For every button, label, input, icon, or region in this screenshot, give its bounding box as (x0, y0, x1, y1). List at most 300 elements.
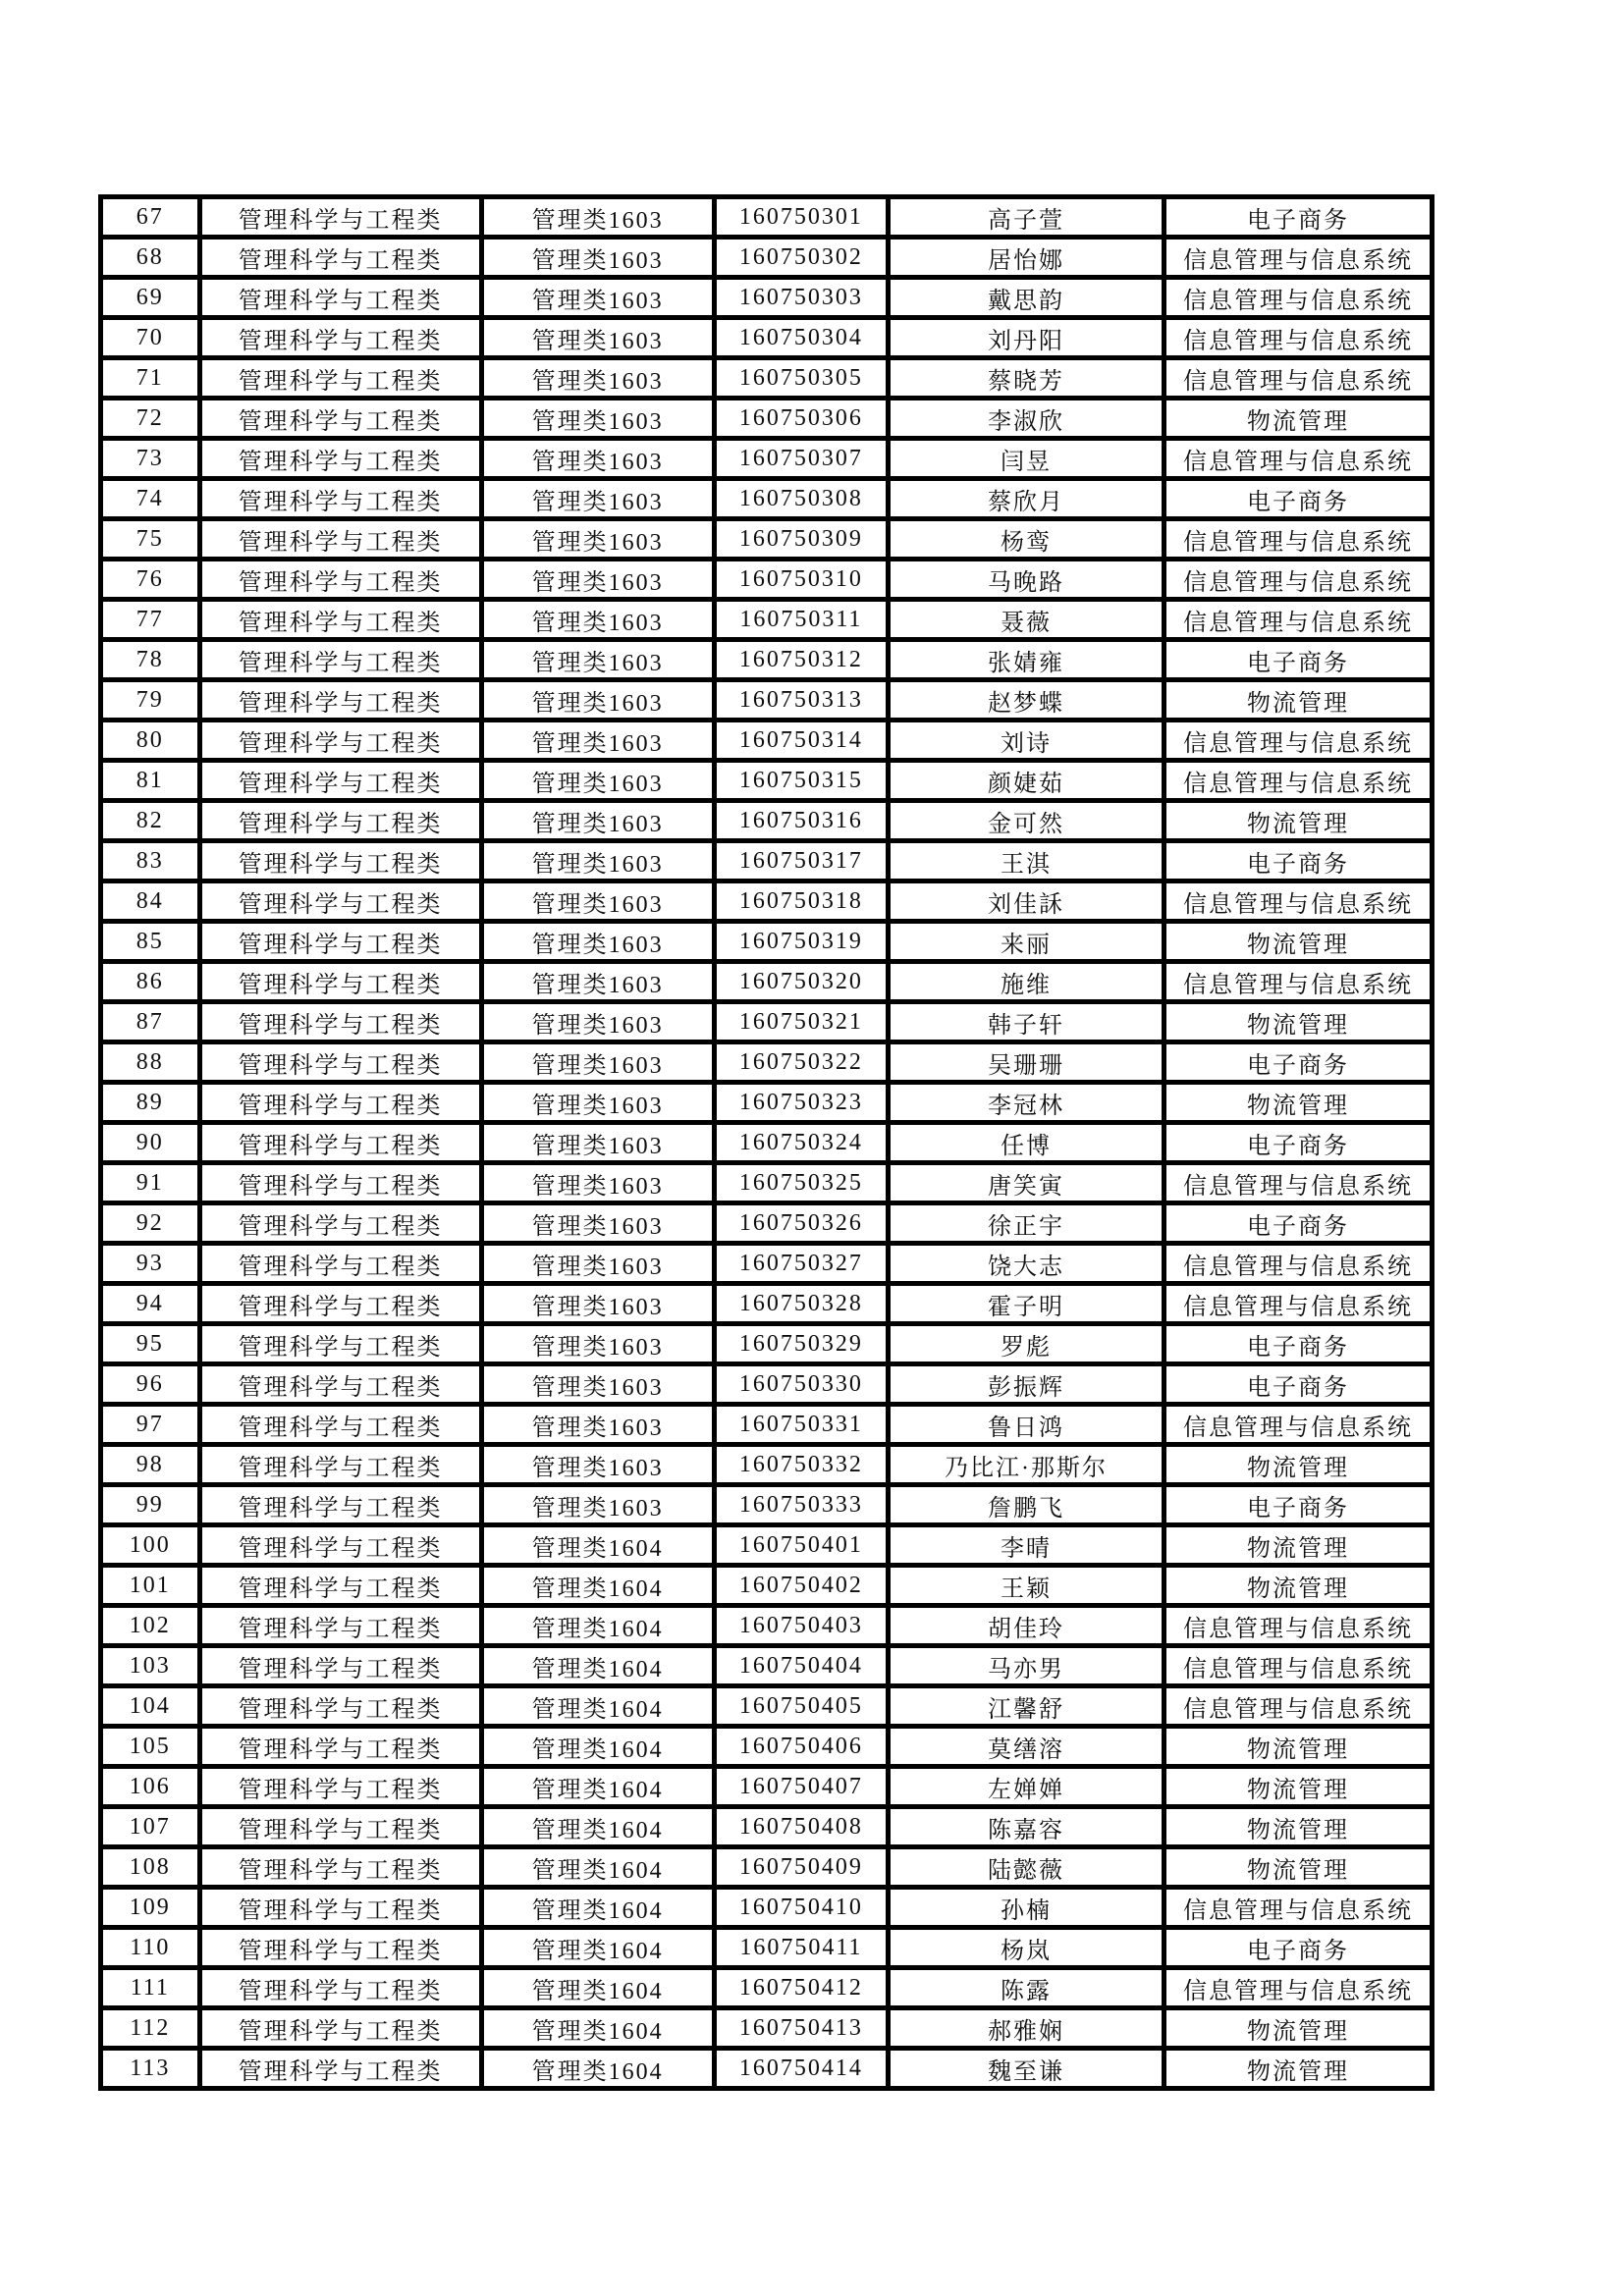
cell-student-id: 160750327 (714, 1244, 888, 1284)
table-row (101, 197, 1433, 238)
cell-row-number: 79 (101, 680, 200, 721)
cell-name: 杨鸾 (889, 519, 1164, 560)
cell-name: 江馨舒 (889, 1686, 1164, 1727)
cell-student-id: 160750322 (714, 1042, 888, 1083)
table-row (101, 640, 1433, 680)
cell-class: 管理类1603 (481, 318, 714, 358)
cell-class: 管理类1603 (481, 1083, 714, 1123)
cell-student-id: 160750307 (714, 439, 888, 479)
cell-student-id: 160750309 (714, 519, 888, 560)
table-body (101, 197, 1433, 2089)
cell-name: 颜婕茹 (889, 761, 1164, 801)
cell-category: 管理科学与工程类 (199, 1364, 481, 1405)
cell-row-number: 69 (101, 278, 200, 318)
cell-row-number: 98 (101, 1445, 200, 1485)
table-row (101, 1606, 1433, 1646)
cell-category: 管理科学与工程类 (199, 560, 481, 600)
cell-major: 信息管理与信息系统 (1164, 358, 1433, 399)
cell-name: 罗彪 (889, 1324, 1164, 1364)
cell-category: 管理科学与工程类 (199, 358, 481, 399)
cell-row-number: 104 (101, 1686, 200, 1727)
cell-category: 管理科学与工程类 (199, 922, 481, 962)
cell-major: 信息管理与信息系统 (1164, 1405, 1433, 1445)
cell-name: 霍子明 (889, 1284, 1164, 1324)
cell-row-number: 84 (101, 881, 200, 922)
cell-student-id: 160750413 (714, 2008, 888, 2049)
cell-major: 信息管理与信息系统 (1164, 318, 1433, 358)
cell-row-number: 108 (101, 1847, 200, 1888)
cell-class: 管理类1604 (481, 1727, 714, 1767)
cell-major: 物流管理 (1164, 801, 1433, 841)
cell-category: 管理科学与工程类 (199, 1606, 481, 1646)
cell-student-id: 160750330 (714, 1364, 888, 1405)
cell-category: 管理科学与工程类 (199, 479, 481, 519)
cell-category: 管理科学与工程类 (199, 238, 481, 278)
table-row (101, 1002, 1433, 1042)
cell-row-number: 95 (101, 1324, 200, 1364)
cell-name: 陆懿薇 (889, 1847, 1164, 1888)
cell-major: 信息管理与信息系统 (1164, 761, 1433, 801)
cell-student-id: 160750401 (714, 1525, 888, 1566)
cell-student-id: 160750328 (714, 1284, 888, 1324)
cell-class: 管理类1604 (481, 1686, 714, 1727)
cell-row-number: 67 (101, 197, 200, 238)
cell-name: 李晴 (889, 1525, 1164, 1566)
cell-name: 施维 (889, 962, 1164, 1002)
cell-row-number: 68 (101, 238, 200, 278)
cell-class: 管理类1603 (481, 801, 714, 841)
cell-name: 乃比江·那斯尔 (889, 1445, 1164, 1485)
cell-student-id: 160750405 (714, 1686, 888, 1727)
cell-category: 管理科学与工程类 (199, 1163, 481, 1203)
cell-category: 管理科学与工程类 (199, 1324, 481, 1364)
table-row (101, 1646, 1433, 1686)
cell-category: 管理科学与工程类 (199, 2008, 481, 2049)
cell-category: 管理科学与工程类 (199, 1646, 481, 1686)
cell-row-number: 105 (101, 1727, 200, 1767)
table-row (101, 1083, 1433, 1123)
cell-category: 管理科学与工程类 (199, 761, 481, 801)
table-row (101, 2049, 1433, 2089)
cell-student-id: 160750311 (714, 600, 888, 640)
cell-row-number: 102 (101, 1606, 200, 1646)
cell-class: 管理类1604 (481, 2049, 714, 2089)
cell-student-id: 160750329 (714, 1324, 888, 1364)
cell-major: 信息管理与信息系统 (1164, 278, 1433, 318)
cell-name: 左婵婵 (889, 1767, 1164, 1807)
cell-student-id: 160750331 (714, 1405, 888, 1445)
table-row (101, 1767, 1433, 1807)
cell-class: 管理类1603 (481, 1163, 714, 1203)
cell-category: 管理科学与工程类 (199, 1968, 481, 2008)
table-row (101, 479, 1433, 519)
cell-student-id: 160750414 (714, 2049, 888, 2089)
cell-name: 陈露 (889, 1968, 1164, 2008)
cell-category: 管理科学与工程类 (199, 721, 481, 761)
cell-row-number: 101 (101, 1566, 200, 1606)
cell-category: 管理科学与工程类 (199, 1002, 481, 1042)
cell-row-number: 90 (101, 1123, 200, 1163)
cell-category: 管理科学与工程类 (199, 1807, 481, 1847)
cell-major: 电子商务 (1164, 479, 1433, 519)
cell-name: 张婧雍 (889, 640, 1164, 680)
cell-student-id: 160750402 (714, 1566, 888, 1606)
cell-class: 管理类1604 (481, 1888, 714, 1928)
cell-major: 信息管理与信息系统 (1164, 1163, 1433, 1203)
cell-major: 信息管理与信息系统 (1164, 881, 1433, 922)
cell-major: 电子商务 (1164, 1324, 1433, 1364)
cell-major: 物流管理 (1164, 1847, 1433, 1888)
cell-category: 管理科学与工程类 (199, 278, 481, 318)
cell-student-id: 160750308 (714, 479, 888, 519)
cell-row-number: 109 (101, 1888, 200, 1928)
cell-name: 胡佳玲 (889, 1606, 1164, 1646)
cell-class: 管理类1604 (481, 1847, 714, 1888)
cell-major: 信息管理与信息系统 (1164, 962, 1433, 1002)
table-row (101, 680, 1433, 721)
cell-category: 管理科学与工程类 (199, 600, 481, 640)
cell-row-number: 81 (101, 761, 200, 801)
cell-student-id: 160750407 (714, 1767, 888, 1807)
cell-name: 魏至谦 (889, 2049, 1164, 2089)
cell-major: 信息管理与信息系统 (1164, 1284, 1433, 1324)
cell-category: 管理科学与工程类 (199, 1445, 481, 1485)
cell-major: 信息管理与信息系统 (1164, 1686, 1433, 1727)
cell-major: 信息管理与信息系统 (1164, 519, 1433, 560)
cell-major: 物流管理 (1164, 1807, 1433, 1847)
cell-major: 电子商务 (1164, 640, 1433, 680)
cell-row-number: 74 (101, 479, 200, 519)
cell-category: 管理科学与工程类 (199, 1284, 481, 1324)
cell-class: 管理类1603 (481, 1203, 714, 1244)
cell-category: 管理科学与工程类 (199, 1123, 481, 1163)
cell-student-id: 160750313 (714, 680, 888, 721)
cell-name: 鲁日鸿 (889, 1405, 1164, 1445)
cell-class: 管理类1603 (481, 1485, 714, 1525)
table-row (101, 1525, 1433, 1566)
cell-category: 管理科学与工程类 (199, 197, 481, 238)
cell-student-id: 160750316 (714, 801, 888, 841)
table-row (101, 1485, 1433, 1525)
cell-class: 管理类1603 (481, 560, 714, 600)
cell-row-number: 72 (101, 399, 200, 439)
table-row (101, 560, 1433, 600)
cell-student-id: 160750320 (714, 962, 888, 1002)
cell-student-id: 160750312 (714, 640, 888, 680)
cell-name: 韩子轩 (889, 1002, 1164, 1042)
cell-student-id: 160750310 (714, 560, 888, 600)
cell-row-number: 82 (101, 801, 200, 841)
cell-major: 电子商务 (1164, 1203, 1433, 1244)
table-row (101, 1123, 1433, 1163)
cell-name: 金可然 (889, 801, 1164, 841)
cell-major: 物流管理 (1164, 1002, 1433, 1042)
cell-student-id: 160750319 (714, 922, 888, 962)
cell-major: 电子商务 (1164, 841, 1433, 881)
table-row (101, 841, 1433, 881)
cell-name: 刘诗 (889, 721, 1164, 761)
cell-major: 物流管理 (1164, 399, 1433, 439)
cell-student-id: 160750302 (714, 238, 888, 278)
cell-class: 管理类1603 (481, 841, 714, 881)
cell-category: 管理科学与工程类 (199, 680, 481, 721)
cell-student-id: 160750303 (714, 278, 888, 318)
table-row (101, 1445, 1433, 1485)
student-roster-table (98, 194, 1435, 2091)
cell-class: 管理类1603 (481, 1324, 714, 1364)
cell-row-number: 107 (101, 1807, 200, 1847)
cell-name: 王颖 (889, 1566, 1164, 1606)
cell-name: 闫昱 (889, 439, 1164, 479)
cell-major: 物流管理 (1164, 680, 1433, 721)
cell-student-id: 160750333 (714, 1485, 888, 1525)
cell-name: 蔡欣月 (889, 479, 1164, 519)
table-row (101, 600, 1433, 640)
cell-category: 管理科学与工程类 (199, 1928, 481, 1968)
cell-student-id: 160750404 (714, 1646, 888, 1686)
cell-row-number: 99 (101, 1485, 200, 1525)
cell-category: 管理科学与工程类 (199, 1525, 481, 1566)
cell-student-id: 160750403 (714, 1606, 888, 1646)
cell-category: 管理科学与工程类 (199, 2049, 481, 2089)
table-row (101, 1324, 1433, 1364)
table-row (101, 1928, 1433, 1968)
cell-class: 管理类1603 (481, 519, 714, 560)
cell-name: 彭振辉 (889, 1364, 1164, 1405)
cell-major: 物流管理 (1164, 1445, 1433, 1485)
cell-name: 马晚路 (889, 560, 1164, 600)
cell-class: 管理类1603 (481, 399, 714, 439)
cell-category: 管理科学与工程类 (199, 318, 481, 358)
cell-category: 管理科学与工程类 (199, 841, 481, 881)
cell-name: 李淑欣 (889, 399, 1164, 439)
cell-row-number: 86 (101, 962, 200, 1002)
cell-student-id: 160750324 (714, 1123, 888, 1163)
cell-name: 徐正宇 (889, 1203, 1164, 1244)
cell-major: 信息管理与信息系统 (1164, 560, 1433, 600)
cell-student-id: 160750317 (714, 841, 888, 881)
cell-major: 电子商务 (1164, 197, 1433, 238)
table-row (101, 439, 1433, 479)
cell-student-id: 160750411 (714, 1928, 888, 1968)
cell-row-number: 111 (101, 1968, 200, 2008)
cell-student-id: 160750318 (714, 881, 888, 922)
cell-name: 赵梦蝶 (889, 680, 1164, 721)
cell-name: 聂薇 (889, 600, 1164, 640)
cell-name: 饶大志 (889, 1244, 1164, 1284)
cell-major: 信息管理与信息系统 (1164, 1646, 1433, 1686)
cell-class: 管理类1603 (481, 479, 714, 519)
cell-class: 管理类1604 (481, 1928, 714, 1968)
cell-row-number: 73 (101, 439, 200, 479)
cell-row-number: 92 (101, 1203, 200, 1244)
cell-class: 管理类1604 (481, 2008, 714, 2049)
cell-name: 陈嘉容 (889, 1807, 1164, 1847)
cell-name: 王淇 (889, 841, 1164, 881)
cell-class: 管理类1603 (481, 278, 714, 318)
cell-major: 物流管理 (1164, 922, 1433, 962)
cell-category: 管理科学与工程类 (199, 1566, 481, 1606)
cell-category: 管理科学与工程类 (199, 1405, 481, 1445)
cell-category: 管理科学与工程类 (199, 439, 481, 479)
table-row (101, 1203, 1433, 1244)
cell-major: 物流管理 (1164, 2008, 1433, 2049)
cell-name: 李冠林 (889, 1083, 1164, 1123)
cell-major: 信息管理与信息系统 (1164, 1244, 1433, 1284)
cell-student-id: 160750325 (714, 1163, 888, 1203)
cell-class: 管理类1603 (481, 197, 714, 238)
cell-name: 高子萱 (889, 197, 1164, 238)
cell-class: 管理类1603 (481, 1284, 714, 1324)
cell-class: 管理类1603 (481, 1364, 714, 1405)
table-row (101, 1042, 1433, 1083)
cell-student-id: 160750406 (714, 1727, 888, 1767)
cell-name: 居怡娜 (889, 238, 1164, 278)
cell-class: 管理类1603 (481, 1244, 714, 1284)
cell-class: 管理类1604 (481, 1525, 714, 1566)
table-row (101, 1405, 1433, 1445)
cell-category: 管理科学与工程类 (199, 519, 481, 560)
cell-row-number: 110 (101, 1928, 200, 1968)
cell-row-number: 93 (101, 1244, 200, 1284)
cell-row-number: 85 (101, 922, 200, 962)
cell-class: 管理类1603 (481, 358, 714, 399)
cell-name: 刘佳訸 (889, 881, 1164, 922)
cell-name: 莫缮溶 (889, 1727, 1164, 1767)
cell-class: 管理类1603 (481, 1002, 714, 1042)
cell-name: 杨岚 (889, 1928, 1164, 1968)
cell-row-number: 106 (101, 1767, 200, 1807)
cell-major: 电子商务 (1164, 1042, 1433, 1083)
cell-class: 管理类1603 (481, 1405, 714, 1445)
cell-class: 管理类1603 (481, 600, 714, 640)
table-row (101, 238, 1433, 278)
table-row (101, 1807, 1433, 1847)
cell-row-number: 76 (101, 560, 200, 600)
table-row (101, 721, 1433, 761)
cell-major: 物流管理 (1164, 1727, 1433, 1767)
cell-major: 信息管理与信息系统 (1164, 1888, 1433, 1928)
cell-major: 信息管理与信息系统 (1164, 439, 1433, 479)
cell-student-id: 160750321 (714, 1002, 888, 1042)
cell-name: 马亦男 (889, 1646, 1164, 1686)
cell-major: 信息管理与信息系统 (1164, 600, 1433, 640)
cell-row-number: 113 (101, 2049, 200, 2089)
cell-major: 信息管理与信息系统 (1164, 1968, 1433, 2008)
cell-student-id: 160750304 (714, 318, 888, 358)
cell-major: 信息管理与信息系统 (1164, 238, 1433, 278)
cell-class: 管理类1603 (481, 640, 714, 680)
cell-name: 唐笑寅 (889, 1163, 1164, 1203)
cell-student-id: 160750315 (714, 761, 888, 801)
cell-name: 蔡晓芳 (889, 358, 1164, 399)
cell-row-number: 87 (101, 1002, 200, 1042)
table-row (101, 881, 1433, 922)
document-page (98, 194, 1435, 2091)
cell-name: 吴珊珊 (889, 1042, 1164, 1083)
cell-class: 管理类1603 (481, 680, 714, 721)
cell-row-number: 83 (101, 841, 200, 881)
cell-row-number: 94 (101, 1284, 200, 1324)
cell-major: 物流管理 (1164, 1566, 1433, 1606)
cell-name: 孙楠 (889, 1888, 1164, 1928)
cell-class: 管理类1603 (481, 439, 714, 479)
cell-row-number: 89 (101, 1083, 200, 1123)
cell-category: 管理科学与工程类 (199, 640, 481, 680)
cell-class: 管理类1603 (481, 962, 714, 1002)
cell-row-number: 91 (101, 1163, 200, 1203)
cell-major: 物流管理 (1164, 1767, 1433, 1807)
cell-student-id: 160750326 (714, 1203, 888, 1244)
cell-class: 管理类1603 (481, 922, 714, 962)
cell-major: 物流管理 (1164, 2049, 1433, 2089)
cell-name: 任博 (889, 1123, 1164, 1163)
cell-class: 管理类1603 (481, 1042, 714, 1083)
cell-row-number: 97 (101, 1405, 200, 1445)
cell-row-number: 112 (101, 2008, 200, 2049)
table-row (101, 761, 1433, 801)
cell-category: 管理科学与工程类 (199, 881, 481, 922)
cell-category: 管理科学与工程类 (199, 1727, 481, 1767)
cell-name: 戴思韵 (889, 278, 1164, 318)
cell-row-number: 103 (101, 1646, 200, 1686)
table-row (101, 519, 1433, 560)
cell-major: 物流管理 (1164, 1525, 1433, 1566)
cell-class: 管理类1604 (481, 1606, 714, 1646)
cell-class: 管理类1603 (481, 721, 714, 761)
cell-category: 管理科学与工程类 (199, 801, 481, 841)
cell-row-number: 71 (101, 358, 200, 399)
cell-class: 管理类1604 (481, 1767, 714, 1807)
cell-name: 刘丹阳 (889, 318, 1164, 358)
cell-class: 管理类1604 (481, 1807, 714, 1847)
cell-class: 管理类1604 (481, 1566, 714, 1606)
cell-class: 管理类1603 (481, 881, 714, 922)
cell-student-id: 160750412 (714, 1968, 888, 2008)
cell-row-number: 80 (101, 721, 200, 761)
cell-category: 管理科学与工程类 (199, 399, 481, 439)
cell-class: 管理类1603 (481, 1445, 714, 1485)
table-row (101, 1686, 1433, 1727)
cell-row-number: 75 (101, 519, 200, 560)
table-row (101, 1163, 1433, 1203)
cell-class: 管理类1604 (481, 1968, 714, 2008)
table-row (101, 318, 1433, 358)
table-row (101, 801, 1433, 841)
cell-row-number: 77 (101, 600, 200, 640)
cell-student-id: 160750314 (714, 721, 888, 761)
cell-student-id: 160750408 (714, 1807, 888, 1847)
cell-row-number: 96 (101, 1364, 200, 1405)
cell-name: 来丽 (889, 922, 1164, 962)
cell-row-number: 70 (101, 318, 200, 358)
cell-class: 管理类1604 (481, 1646, 714, 1686)
table-row (101, 2008, 1433, 2049)
cell-category: 管理科学与工程类 (199, 962, 481, 1002)
table-row (101, 1566, 1433, 1606)
cell-category: 管理科学与工程类 (199, 1485, 481, 1525)
cell-student-id: 160750409 (714, 1847, 888, 1888)
table-row (101, 962, 1433, 1002)
cell-category: 管理科学与工程类 (199, 1244, 481, 1284)
cell-category: 管理科学与工程类 (199, 1686, 481, 1727)
cell-major: 电子商务 (1164, 1485, 1433, 1525)
cell-major: 信息管理与信息系统 (1164, 1606, 1433, 1646)
table-row (101, 1847, 1433, 1888)
table-row (101, 1364, 1433, 1405)
cell-class: 管理类1603 (481, 238, 714, 278)
cell-row-number: 78 (101, 640, 200, 680)
